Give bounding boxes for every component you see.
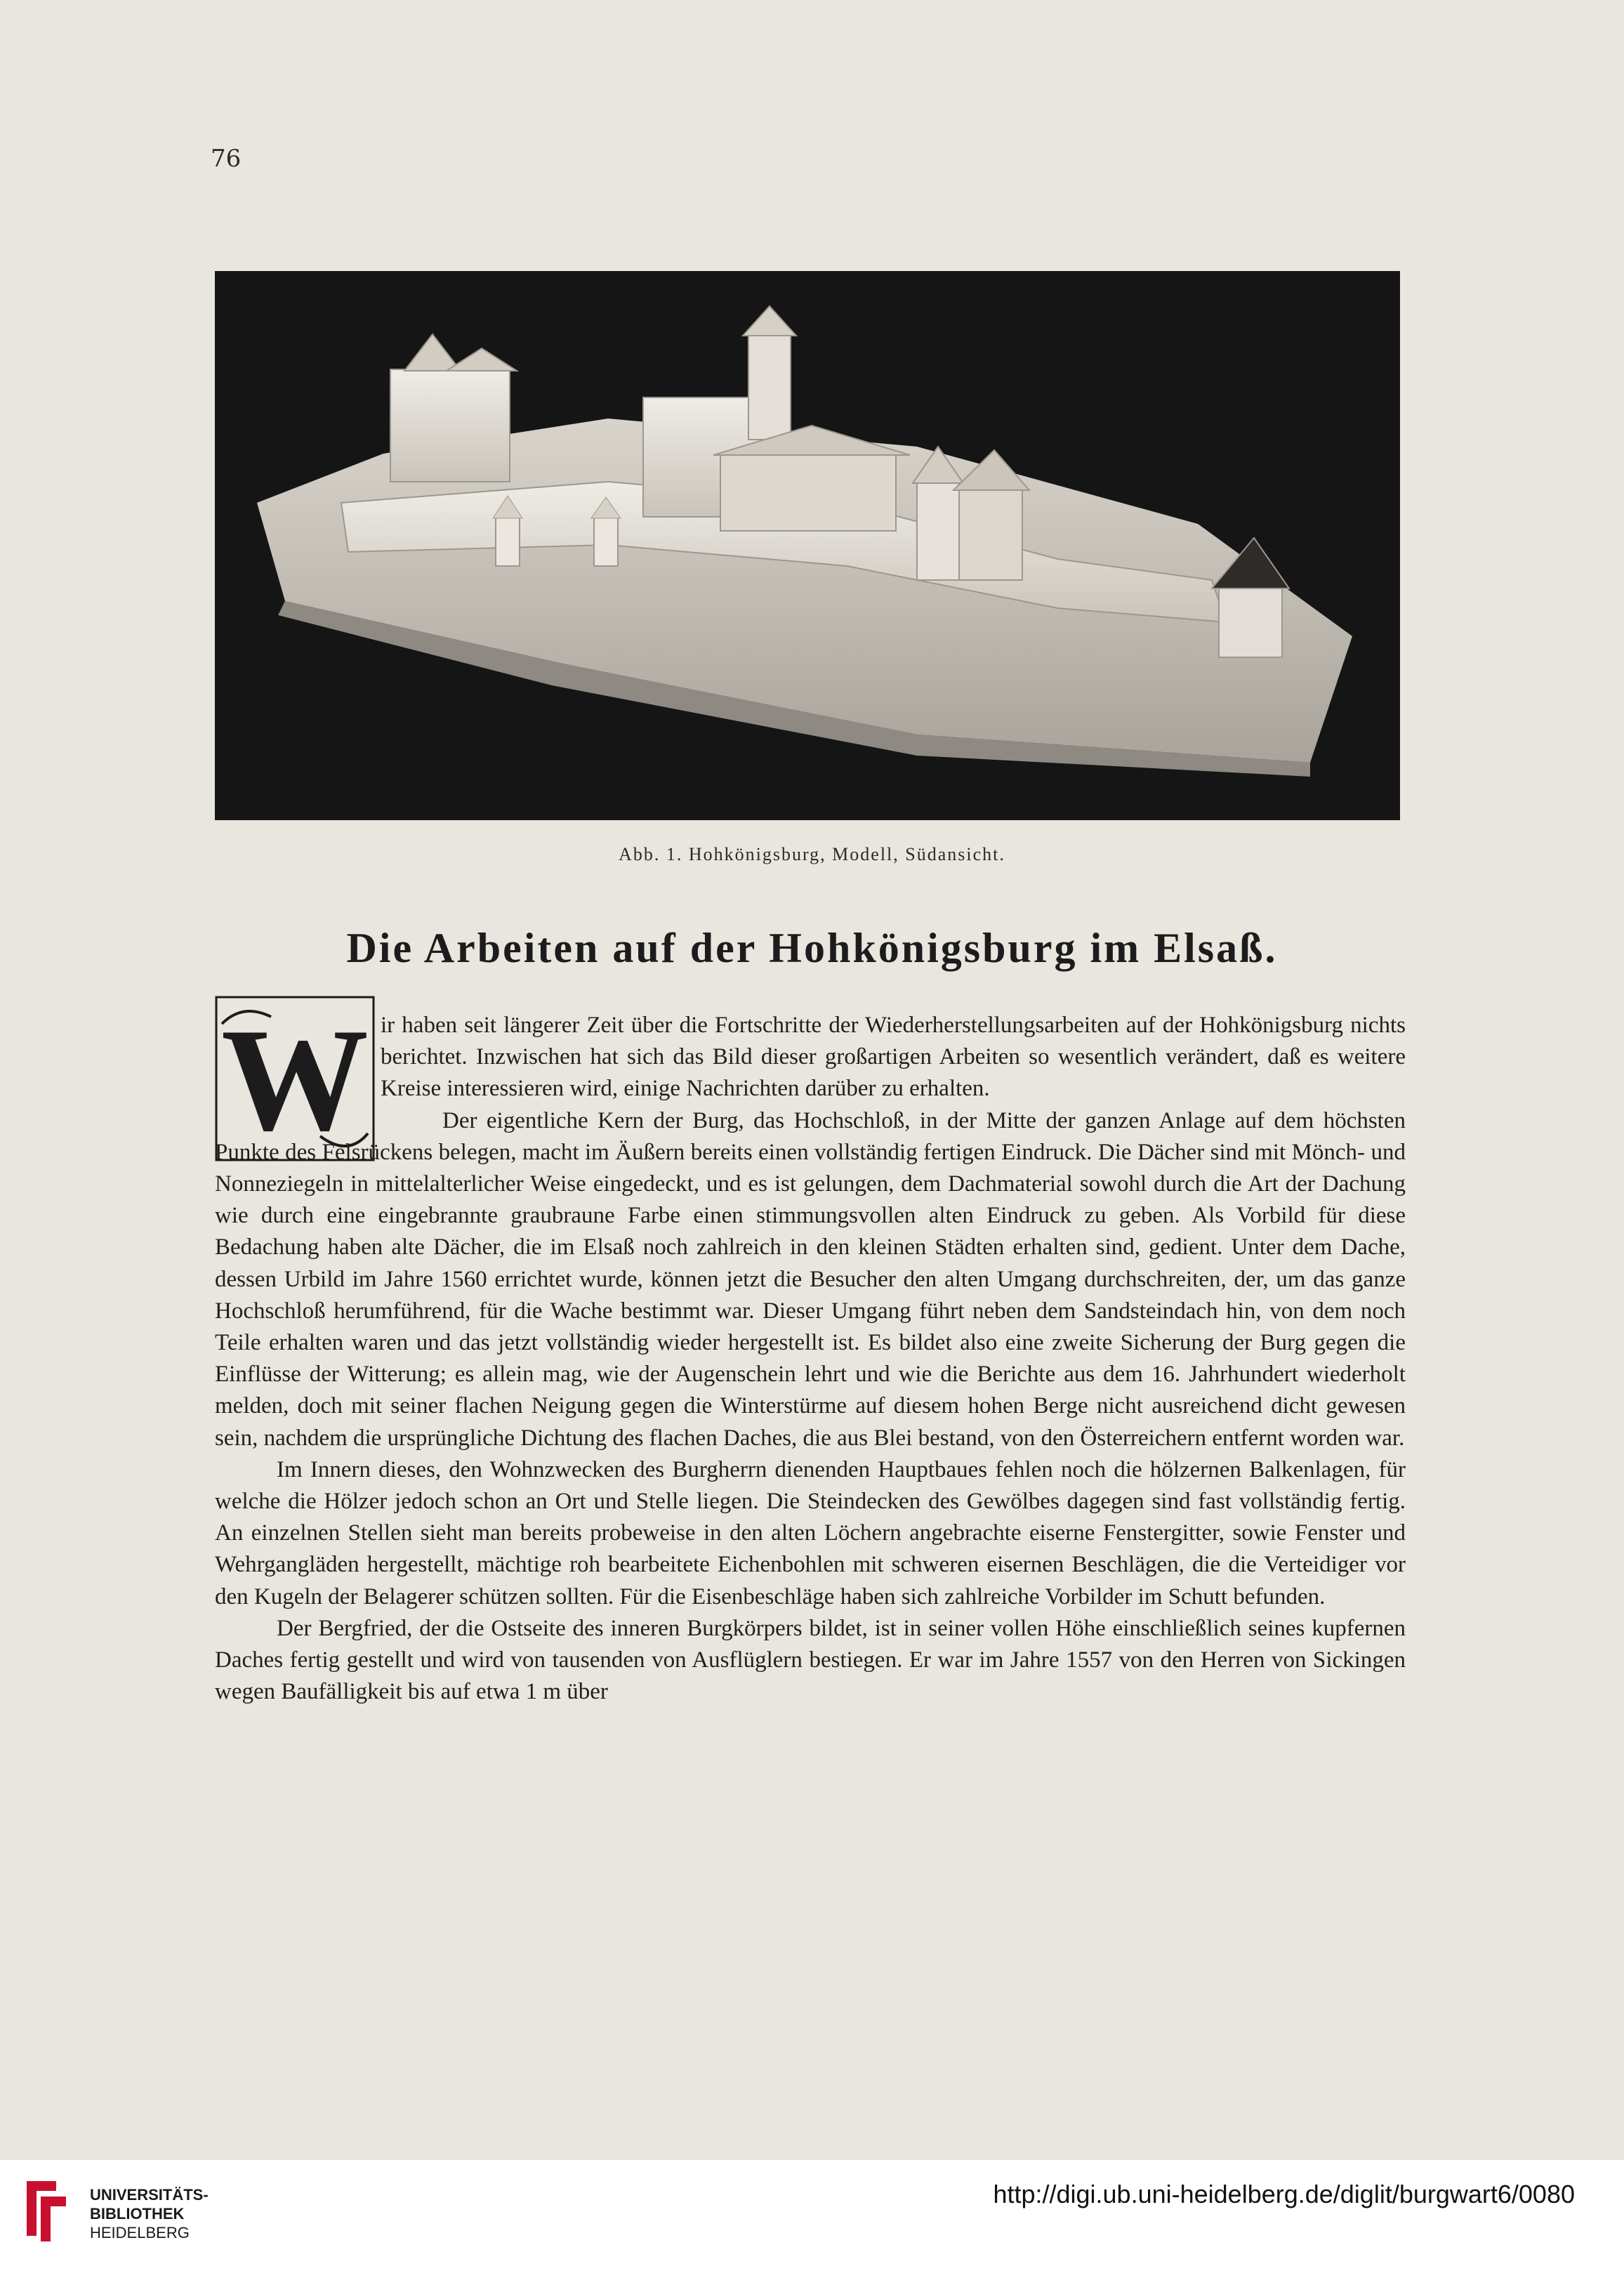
library-name-line2: BIBLIOTHEK: [90, 2205, 185, 2223]
article-body: [215, 1010, 1406, 1708]
paragraph-1: ir haben seit längerer Zeit über die Fortschritte der Wiederherstellungsarbeiten auf der Hohkönigsburg nichts berichtet. Inzwischen hat sich das Bild dieser großartigen Arbeiten so wesentlich verändert, daß es weitere Kreise interessieren wird, einige Nachrichten darüber zu erhalten.: [381, 1013, 1406, 1102]
permalink-url[interactable]: http://digi.ub.uni-heidelberg.de/diglit/burgwart6/0080: [993, 2180, 1575, 2208]
castle-model-image: [215, 271, 1400, 820]
library-name-line1: UNIVERSITÄTS-: [90, 2186, 209, 2204]
castle-model-photo: [215, 271, 1400, 820]
paragraph-2: Der eigentliche Kern der Burg, das Hochschloß, in der Mitte der ganzen Anlage auf dem höchsten Punkte des Felsrückens belegen, macht im Äußern bereits einen vollständig fertigen Eindruck. Die Dächer sind mit Mönch- und Nonneziegeln in mittelalterlicher Weise eingedeckt, und es ist gelungen, dem Dachmaterial sowohl durch die Art der Dachung wie durch eine eingebrannte graubraune Farbe einen stimmungsvollen alten Eindruck zu geben. Als Vorbild für diese Bedachung haben alte Dächer, die im Elsaß noch zahlreich in den kleinen Städten erhalten sind, gedient. Unter dem Dache, dessen Urbild im Jahre 1560 errichtet wurde, können jetzt die Besucher den alten Umgang durchschreiten, der, um das ganze Hochschloß herumführend, für die Wache bestimmt war. Dieser Umgang führt neben dem Sandsteindach hin, von dem noch Teile erhalten waren und das jetzt vollständig wieder hergestellt ist. Es bildet also eine zweite Sicherung der Burg gegen die Einflüsse der Witterung; es allein mag, wie der Augenschein lehrt und wie die Berichte aus dem 16. Jahrhundert wiederholt melden, doch mit seiner flachen Neigung gegen die Winterstürme auf diesem hohen Berge nicht ausreichend dicht gewesen sein, nachdem die ursprüngliche Dichtung des flachen Daches, die aus Blei bestand, von den Österreichern entfernt worden war.: [215, 1107, 1406, 1451]
drop-cap-letter: W: [221, 999, 369, 1161]
viewer-footer: [0, 2160, 1624, 2285]
article-title: Die Arbeiten auf der Hohkönigsburg im Elsaß.: [346, 925, 1278, 971]
library-name-line3: HEIDELBERG: [90, 2224, 190, 2241]
page-number: 76: [211, 145, 242, 173]
drop-cap-space: [215, 1010, 381, 1135]
library-name: [90, 2185, 209, 2242]
library-logo-icon: [20, 2174, 73, 2247]
paragraph-4: Der Bergfried, der die Ostseite des inneren Burgkörpers bildet, ist in seiner vollen Höhe einschließlich seines kupfernen Daches fertig gestellt und wird von tausenden von Ausflüglern bestiegen. Er war im Jahre 1557 von den Herren von Sickingen wegen Baufälligkeit bis auf etwa 1 m über: [215, 1615, 1406, 1705]
figure-caption: Abb. 1. Hohkönigsburg, Modell, Südansicht.: [619, 844, 1005, 864]
paragraph-3: Im Innern dieses, den Wohnzwecken des Burgherrn dienenden Hauptbaues fehlen noch die hölzernen Balkenlagen, für welche die Hölzer jedoch schon an Ort und Stelle liegen. Die Steindecken des Gewölbes dagegen sind fast vollständig fertig. An einzelnen Stellen sieht man bereits probeweise in den alten Löchern angebrachte eiserne Fenstergitter, sowie Fenster und Wehrgangläden hergestellt, mächtige roh bearbeitete Eichenbohlen mit schweren eisernen Beschlägen, die die Verteidiger vor den Kugeln der Belagerer schützen sollten. Für die Eisenbeschläge haben sich zahlreiche Vorbilder im Schutt befunden.: [215, 1456, 1406, 1609]
